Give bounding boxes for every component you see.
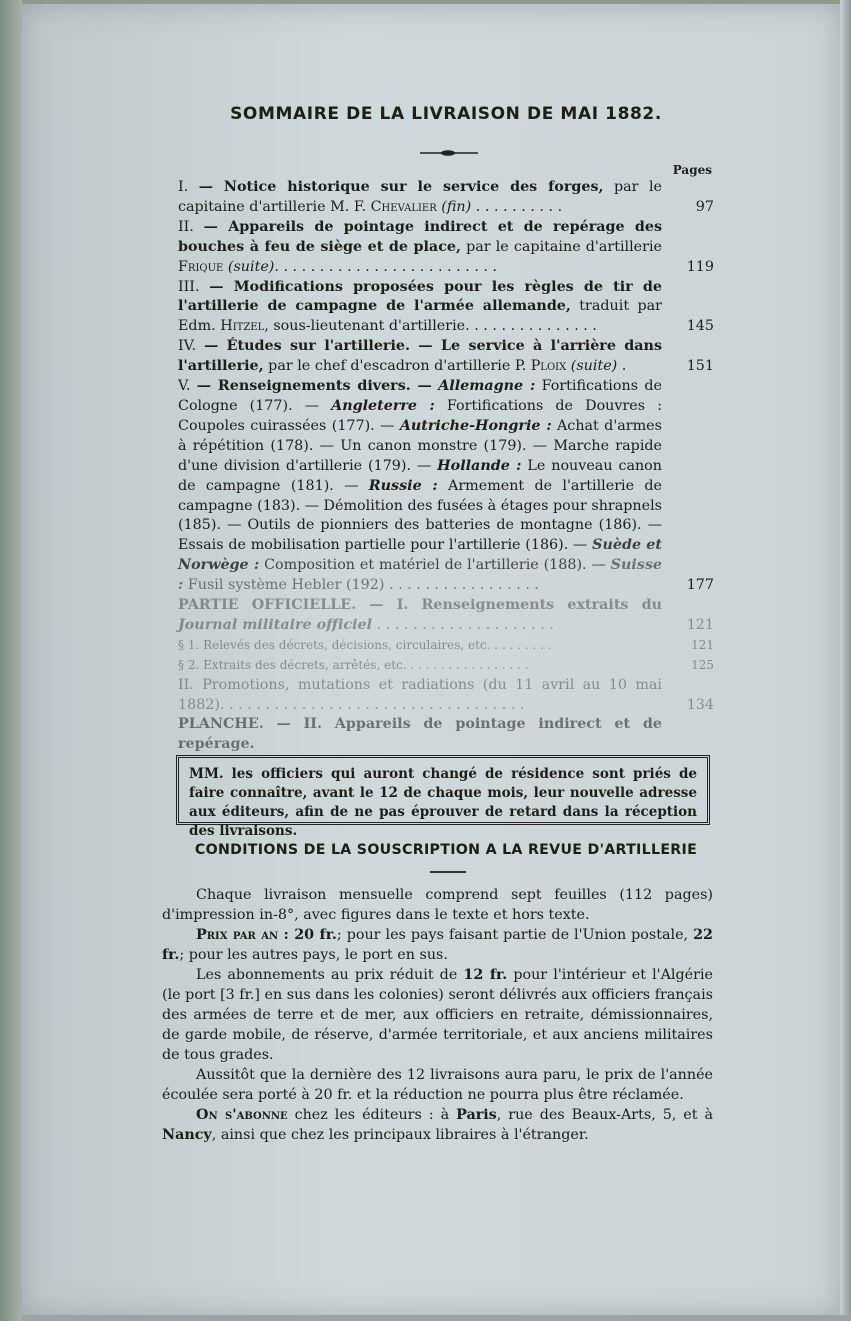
notice-box: MM. les officiers qui auront changé de résidence sont priés de faire connaître, avant le 12 de chaque mois, leur nouvelle adresse aux éditeurs, afin de ne pas éprouver de retard dans la réception des livraisons.: [176, 755, 710, 825]
toc-entry-4: IV. — Études sur l'artillerie. — Le service à l'arrière dans l'artillerie, par le chef d'escadron d'artillerie P. Ploix (suite) . 151: [178, 337, 714, 377]
toc-page-number: 125: [691, 657, 714, 672]
conditions-rule: [430, 871, 466, 873]
toc-entry-3: III. — Modifications proposées pour les règles de tir de l'artillerie de campagne de l'armée allemande, traduit par Edm. Hitzel, sous-lieutenant d'artillerie. . . . . . . . . . . . . . . 145: [178, 278, 714, 338]
toc-entry-1: I. — Notice historique sur le service des forges, par le capitaine d'artillerie M. F. Chevalier (fin) . . . . . . . . . . 97: [178, 178, 714, 218]
conditions-paragraph-3: Les abonnements au prix réduit de 12 fr. pour l'intérieur et l'Algérie (le port [3 fr.] en sus dans les colonies) seront délivrés aux officiers français des armées de terre et de mer, aux officiers en retraite, démissionnaires, de garde mobile, de réserve, d'armée territoriale, et aux anciens militaires de tous grades.: [162, 967, 713, 1063]
toc-page-number: 151: [686, 358, 714, 375]
toc-entry-2: II. — Appareils de pointage indirect et de repérage des bouches à feu de siège et de place, par le capitaine d'artillerie Frique (suite). . . . . . . . . . . . . . . . . . . . . . . . . 119: [178, 218, 714, 278]
toc-entry-promotions: II. Promotions, mutations et radiations (du 11 avril au 10 mai 1882). . . . . . . . . . . . . . . . . . . . . . . . . . . . . . . . . . 134: [178, 676, 714, 716]
toc-page-number: 121: [686, 616, 714, 633]
toc-subentry-1: § 1. Relevés des décrets, décisions, circulaires, etc. . . . . . . . . 121: [178, 636, 714, 656]
toc-subentry-2: § 2. Extraits des décrets, arrêtés, etc. . . . . . . . . . . . . . . . . 125: [178, 656, 714, 676]
conditions-title: CONDITIONS DE LA SOUSCRIPTION A LA REVUE D'ARTILLERIE: [194, 842, 698, 858]
toc-page-number: 97: [695, 198, 714, 215]
ornament-divider: [420, 150, 478, 156]
conditions-text: [162, 885, 713, 1145]
book-spine: [0, 0, 22, 1321]
conditions-paragraph-2: Prix par an : 20 fr.; pour les pays faisant partie de l'Union postale, 22 fr.; pour les autres pays, le port en sus.: [162, 927, 713, 963]
toc-page-number: 177: [686, 577, 714, 594]
toc-entry-partie-officielle: PARTIE OFFICIELLE. — I. Renseignements extraits du Journal militaire officiel . . . . . . . . . . . . . . . . . . . . 121: [178, 596, 714, 636]
page-title: SOMMAIRE DE LA LIVRAISON DE MAI 1882.: [230, 104, 662, 124]
toc-page-number: 134: [686, 696, 714, 713]
page-bottom-edge: [22, 1315, 851, 1321]
page-edge: [840, 0, 851, 1321]
toc-page-number: 145: [686, 318, 714, 335]
pages-column-header: Pages: [672, 163, 712, 177]
toc-page-number: 119: [686, 258, 714, 275]
conditions-paragraph-5: On s'abonne chez les éditeurs : à Paris, rue des Beaux-Arts, 5, et à Nancy, ainsi que chez les principaux libraires à l'étranger.: [162, 1107, 713, 1143]
conditions-paragraph-1: Chaque livraison mensuelle comprend sept feuilles (112 pages) d'impression in-8°, avec figures dans le texte et hors texte.: [162, 887, 713, 923]
conditions-paragraph-4: Aussitôt que la dernière des 12 livraisons aura paru, le prix de l'année écoulée sera porté à 20 fr. et la réduction ne pourra plus être réclamée.: [162, 1067, 713, 1103]
toc-entry-5: V. — Renseignements divers. — Allemagne : Fortifications de Cologne (177). — Angleterre : Fortifications de Douvres : Coupoles cuirassées (177). — Autriche-Hongrie : Achat d'armes à répétition (178). — Un canon monstre (179). — Marche rapide d'une division d'artillerie (179). — Hollande : Le nouveau canon de campagne (181). — Russie : Armement de l'artillerie de campagne (183). — Démolition des fusées à étages pour shrapnels (185). — Outils de pionniers des batteries de montagne (186). — Essais de mobilisation partielle pour l'artillerie (186). — Suède et Norwège : Composition et matériel de l'artillerie (188). — Suisse : Fusil système Hebler (192) . . . . . . . . . . . . . . . . . 177: [178, 377, 714, 596]
toc-page-number: 121: [691, 637, 714, 652]
toc-entry-planche: PLANCHE. — II. Appareils de pointage indirect et de repérage.: [178, 716, 662, 753]
table-of-contents: [178, 178, 714, 755]
